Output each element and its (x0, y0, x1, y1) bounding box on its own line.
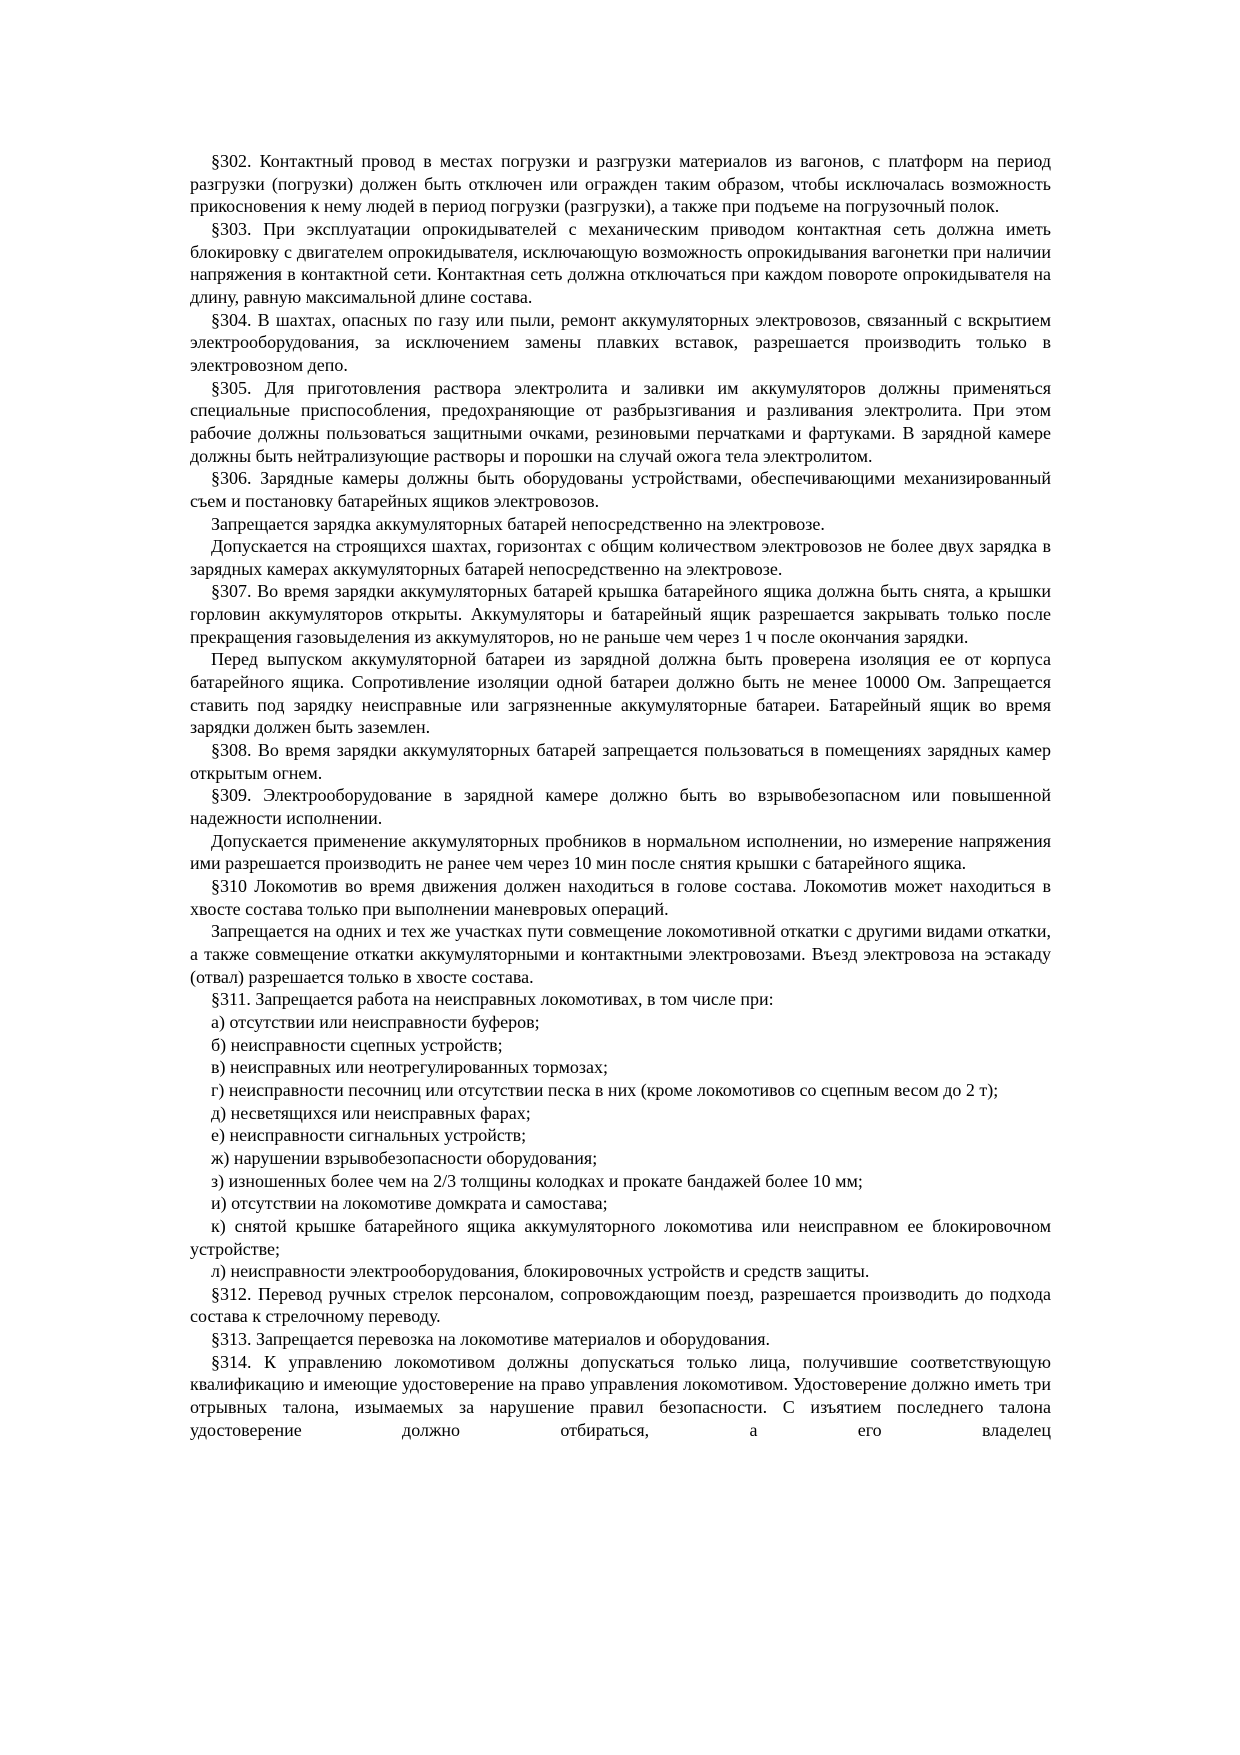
paragraph-310: §310 Локомотив во время движения должен находиться в голове состава. Локомотив может находиться в хвосте состава только при выполнении маневровых операций. (190, 876, 1051, 919)
paragraph-304: §304. В шахтах, опасных по газу или пыли, ремонт аккумуляторных электровозов, связанный с вскрытием электрооборудования, за исключением замены плавких вставок, разрешается производить только в электровозном депо. (190, 309, 1051, 375)
list-item-i: и) отсутствии на локомотиве домкрата и самостава; (211, 1193, 608, 1214)
list-item-b: б) неисправности сцепных устройств; (211, 1034, 503, 1055)
paragraph-313: §313. Запрещается перевозка на локомотиве материалов и оборудования. (211, 1329, 771, 1350)
list-item-z: з) изношенных более чем на 2/3 толщины колодках и прокате бандажей более 10 мм; (211, 1170, 863, 1191)
paragraph-312: §312. Перевод ручных стрелок персоналом, сопровождающим поезд, разрешается производить до подхода состава к стрелочному переводу. (190, 1283, 1051, 1327)
list-item-v: в) неисправных или неотрегулированных тормозах; (211, 1057, 608, 1078)
paragraph-302: §302. Контактный провод в местах погрузки и разгрузки материалов из вагонов, с платформ на период разгрузки (погрузки) должен быть отключен или огражден таким образом, чтобы исключалась возможность прикосновения к нему людей в период погрузки (разгрузки), а также при подъеме на погрузочный полок. (190, 151, 1051, 217)
paragraph-309: §309. Электрооборудование в зарядной камере должно быть во взрывобезопасном или повышенной надежности исполнении. (190, 785, 1051, 829)
paragraph-308: §308. Во время зарядки аккумуляторных батарей запрещается пользоваться в помещениях зарядных камер открытым огнем. (190, 740, 1051, 783)
paragraph-307: §307. Во время зарядки аккумуляторных батарей крышка батарейного ящика должна быть снята, а крышки горловин аккумуляторов открыты. Аккумуляторы и батарейный ящик разрешается закрывать только после прекращения газовыделения из аккумуляторов, но не раньше чем через 1 ч после окончания зарядки. (190, 581, 1051, 647)
paragraph-311: §311. Запрещается работа на неисправных локомотивах, в том числе при: (211, 989, 774, 1010)
paragraph-306-ban: Запрещается зарядка аккумуляторных батарей непосредственно на электровозе. (211, 513, 825, 534)
list-item-d: д) несветящихся или неисправных фарах; (211, 1102, 531, 1123)
paragraph-309-probes: Допускается применение аккумуляторных пробников в нормальном исполнении, но измерение напряжения ими разрешается производить не ранее чем через 10 мин после снятия крышки с батарейного ящика. (190, 830, 1051, 874)
list-item-k: к) снятой крышке батарейного ящика аккумуляторного локомотива или неисправном ее блокировочном устройстве; (190, 1215, 1051, 1259)
paragraph-306: §306. Зарядные камеры должны быть оборудованы устройствами, обеспечивающими механизированный съем и постановку батарейных ящиков электровозов. (190, 468, 1051, 511)
paragraph-305: §305. Для приготовления раствора электролита и заливки им аккумуляторов должны применяться специальные приспособления, предохраняющие от разбрызгивания и разливания электролита. При этом рабочие должны пользоваться защитными очками, резиновыми перчатками и фартуками. В зарядной камере должны быть нейтрализующие растворы и порошки на случай ожога тела электролитом. (190, 377, 1051, 466)
paragraph-303: §303. При эксплуатации опрокидывателей с механическим приводом контактная сеть должна иметь блокировку с двигателем опрокидывателя, исключающую возможность опрокидывания вагонетки при наличии напряжения в контактной сети. Контактная сеть должна отключаться при каждом повороте опрокидывателя на длину, равную максимальной длине состава. (190, 218, 1051, 307)
paragraph-307-insulation: Перед выпуском аккумуляторной батареи из зарядной должна быть проверена изоляция ее от корпуса батарейного ящика. Сопротивление изоляции одной батареи должно быть не менее 10000 Ом. Запрещается ставить под зарядку неисправные или загрязненные аккумуляторные батареи. Батарейный ящик во время зарядки должен быть заземлен. (190, 649, 1051, 738)
list-item-zh: ж) нарушении взрывобезопасности оборудования; (211, 1147, 598, 1168)
list-item-g: г) неисправности песочниц или отсутствии песка в них (кроме локомотивов со сцепным весом до 2 т); (211, 1079, 999, 1100)
paragraph-310-combined: Запрещается на одних и тех же участках пути совмещение локомотивной откатки с другими видами откатки, а также совмещение откатки аккумуляторными и контактными электровозами. Въезд электровоза на эстакаду (отвал) разрешается только в хвосте состава. (190, 921, 1051, 987)
paragraph-314: §314. К управлению локомотивом должны допускаться только лица, получившие соответствующую квалификацию и имеющие удостоверение на право управления локомотивом. Удостоверение должно иметь три отрывных талона, изымаемых за нарушение правил безопасности. С изъятием последнего талона удостоверение должно отбираться, а его владелец (190, 1351, 1051, 1440)
document-body (190, 150, 1051, 1441)
paragraph-306-exception: Допускается на строящихся шахтах, горизонтах с общим количеством электровозов не более двух зарядка в зарядных камерах аккумуляторных батарей непосредственно на электровозе. (190, 536, 1051, 579)
list-item-a: а) отсутствии или неисправности буферов; (211, 1011, 540, 1032)
list-item-l: л) неисправности электрооборудования, блокировочных устройств и средств защиты. (211, 1261, 870, 1282)
list-item-e: е) неисправности сигнальных устройств; (211, 1125, 527, 1146)
